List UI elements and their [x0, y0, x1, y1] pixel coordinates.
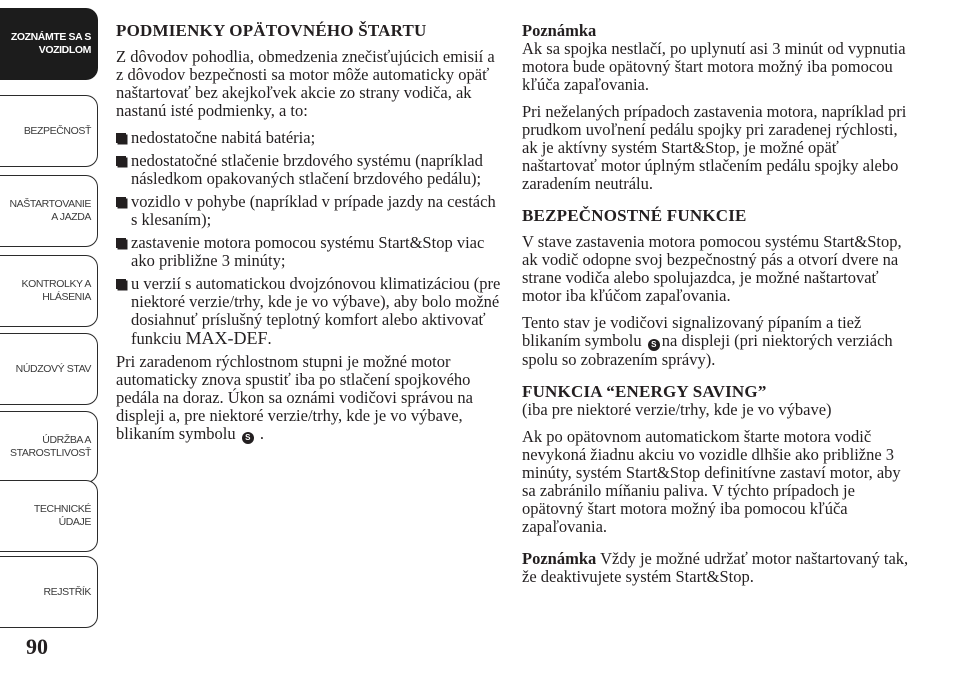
- checkbox-bullet-icon: [116, 133, 126, 143]
- restart-conditions-heading: PODMIENKY OPÄTOVNÉHO ŠTARTU: [116, 21, 427, 40]
- tab-nastartovanie-a-jazda[interactable]: NAŠTARTOVANIE A JAZDA: [0, 175, 98, 247]
- note-text: Ak sa spojka nestlačí, po uplynutí asi 3 minút od vypnutia motora bude opätovný štart motora možný iba pomocou kľúča zapaľovania.: [522, 39, 906, 94]
- paragraph-end: .: [259, 424, 264, 443]
- left-column: [116, 22, 501, 453]
- restart-intro: Z dôvodov pohodlia, obmedzenia znečisťujúcich emisií a z dôvodov bezpečnosti sa motor môže automaticky opäť naštartovať bez akejkoľvek akcie zo strany vodiča, ak nastanú isté podmienky, a to:: [116, 47, 495, 120]
- safety-paragraph-1: V stave zastavenia motora pomocou systému Start&Stop, ak vodič odopne svoj bezpečnostný pás a otvorí dvere na strane vodiča alebo spolujazdca, je možné naštartovať motor iba kľúčom zapaľovania.: [522, 232, 902, 305]
- checkbox-bullet-icon: [116, 156, 126, 166]
- list-item: [116, 275, 501, 348]
- note-text-2: Pri neželaných prípadoch zastavenia motora, napríklad pri prudkom uvoľnení pedálu spojky pri zaradenej rýchlosti, ak je aktívny systém Start&Stop, je možné opäť naštartovať motor úplným stlačením pedálu spojky alebo zaradením neutrálu.: [522, 102, 907, 193]
- note-2-text: Vždy je možné udržať motor naštartovaný tak, že deaktivujete systém Start&Stop.: [522, 549, 909, 586]
- energy-saving-heading: FUNKCIA “ENERGY SAVING”: [522, 382, 767, 401]
- safety-text-a: Tento stav je vodičovi signalizovaný pípaním a tiež blikaním symbolu: [522, 313, 862, 350]
- tab-udrzba-a-starostlivost[interactable]: ÚDRŽBA A STAROSTLIVOSŤ: [0, 411, 98, 483]
- checkbox-bullet-icon: [116, 238, 126, 248]
- note-2: [522, 550, 912, 586]
- note-title: Poznámka: [522, 21, 597, 40]
- tab-bezpecnost[interactable]: BEZPEČNOSŤ: [0, 95, 98, 167]
- max-def-label: MAX-DEF: [185, 328, 268, 348]
- tab-technicke-udaje[interactable]: TECHNICKÉ ÚDAJE: [0, 480, 98, 552]
- safety-functions-heading: BEZPEČNOSTNÉ FUNKCIE: [522, 206, 747, 225]
- list-item-text: vozidlo v pohybe (napríklad v prípade jazdy na cestách s klesaním);: [131, 192, 496, 229]
- list-item: [116, 152, 501, 188]
- tab-zoznamte-sa-s-vozidlom[interactable]: ZOZNÁMTE SA S VOZIDLOM: [0, 8, 98, 80]
- clutch-restart-paragraph: [116, 353, 501, 444]
- clutch-restart-text: Pri zaradenom rýchlostnom stupni je možné motor automaticky znova spustiť iba po stlačení spojkového pedála na doraz. Úkon sa oznámi vodičovi správou na displeji a, pre niektoré verzie/trhy, kde je vo výbave, blikaním symbolu: [116, 352, 473, 443]
- checkbox-bullet-icon: [116, 197, 126, 207]
- start-stop-icon: S: [242, 432, 254, 444]
- energy-saving-subtitle: (iba pre niektoré verzie/trhy, kde je vo výbave): [522, 400, 832, 419]
- energy-saving-paragraph: Ak po opätovnom automatickom štarte motora vodič nevykoná žiadnu akciu vo vozidle dlhšie ako približne 3 minúty, systém Start&Stop definitívne zastaví motor, aby sa zabránilo míňaniu paliva. V týchto prípadoch je opätovný štart motora možný iba pomocou kľúča zapaľovania.: [522, 427, 901, 536]
- note-2-title: Poznámka: [522, 549, 597, 568]
- list-item-text: u verzií s automatickou dvojzónovou klimatizáciou (pre niektoré verzie/trhy, kde je vo výbave), aby bolo možné dosiahnuť príslušný teplotný komfort alebo aktivovať funkciu: [131, 274, 501, 348]
- tab-kontrolky-a-hlasenia[interactable]: KONTROLKY A HLÁSENIA: [0, 255, 98, 327]
- list-item-text: nedostatočné stlačenie brzdového systému (napríklad následkom opakovaných stlačení brzdového pedálu);: [131, 151, 483, 188]
- page-number: 90: [26, 634, 48, 659]
- list-item-end: .: [267, 329, 272, 348]
- list-item-text: nedostatočne nabitá batéria;: [131, 128, 316, 147]
- list-item: [116, 129, 501, 147]
- list-item: [116, 234, 501, 270]
- safety-paragraph-2: [522, 314, 912, 369]
- safety-text-b: na displeji (pri niektorých verziách spolu so zobrazením správy).: [522, 331, 893, 369]
- right-column: [522, 22, 912, 595]
- list-item: [116, 193, 501, 229]
- tab-nudzovy-stav[interactable]: NÚDZOVÝ STAV: [0, 333, 98, 405]
- list-item-text: zastavenie motora pomocou systému Start&Stop viac ako približne 3 minúty;: [131, 233, 485, 270]
- start-stop-icon: S: [648, 339, 660, 351]
- tab-rejstrik[interactable]: REJSTŘÍK: [0, 556, 98, 628]
- checkbox-bullet-icon: [116, 279, 126, 289]
- chapter-tabs: [0, 0, 100, 640]
- conditions-list: [116, 129, 501, 348]
